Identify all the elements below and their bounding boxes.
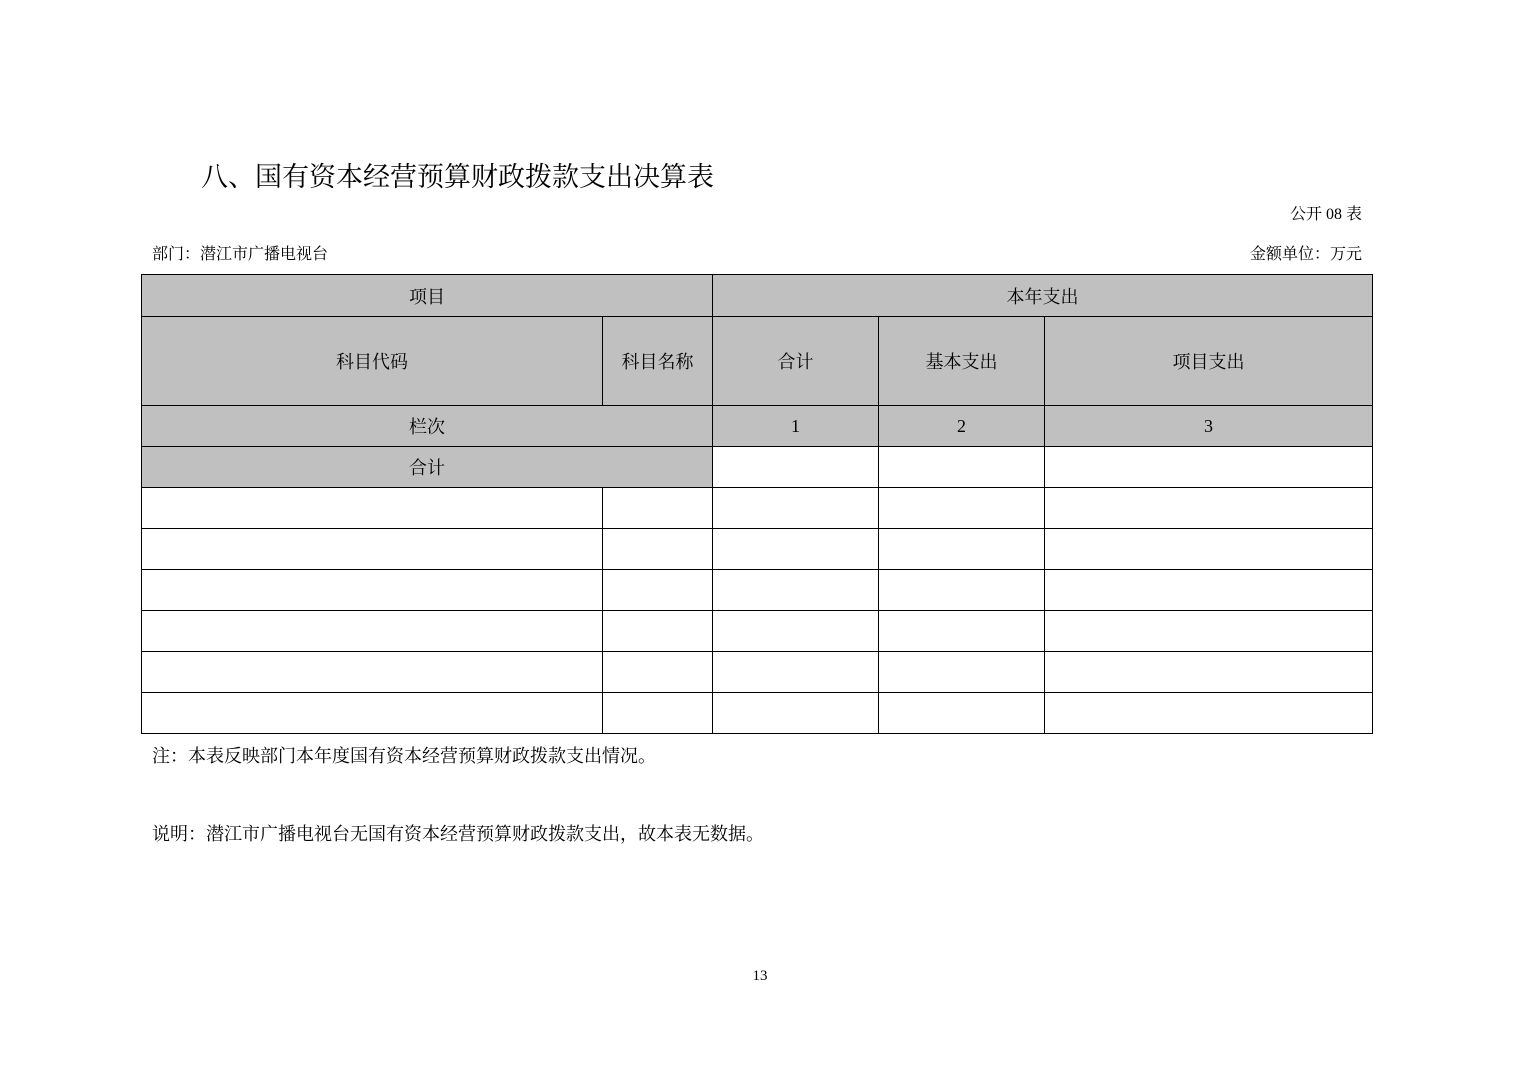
row-basic-expenditure bbox=[879, 693, 1045, 734]
row-total bbox=[713, 611, 879, 652]
column-index-3: 3 bbox=[1045, 406, 1373, 447]
row-basic-expenditure bbox=[879, 611, 1045, 652]
row-total bbox=[713, 652, 879, 693]
table-note: 注：本表反映部门本年度国有资本经营预算财政拨款支出情况。 bbox=[152, 746, 656, 766]
column-index-2: 2 bbox=[879, 406, 1045, 447]
column-header-subject-name: 科目名称 bbox=[603, 317, 713, 406]
row-subject-name bbox=[603, 570, 713, 611]
form-number: 公开 08 表 bbox=[1289, 206, 1362, 223]
row-subject-name bbox=[603, 611, 713, 652]
budget-table bbox=[141, 274, 1373, 734]
row-subject-name bbox=[603, 693, 713, 734]
column-header-project-expenditure: 项目支出 bbox=[1045, 317, 1373, 406]
header-item: 项目 bbox=[142, 275, 713, 317]
column-header-basic-expenditure: 基本支出 bbox=[879, 317, 1045, 406]
header-row-top bbox=[142, 275, 1373, 317]
row-total bbox=[713, 693, 879, 734]
row-subject-name bbox=[603, 529, 713, 570]
column-index-label: 栏次 bbox=[142, 406, 713, 447]
header-row-columns bbox=[142, 317, 1373, 406]
total-row bbox=[142, 447, 1373, 488]
table-row bbox=[142, 611, 1373, 652]
column-header-total: 合计 bbox=[713, 317, 879, 406]
document-title: 八、国有资本经营预算财政拨款支出决算表 bbox=[201, 162, 714, 193]
row-total bbox=[713, 529, 879, 570]
row-project-expenditure bbox=[1045, 570, 1373, 611]
table-row bbox=[142, 488, 1373, 529]
row-subject-name bbox=[603, 652, 713, 693]
table-row bbox=[142, 529, 1373, 570]
header-current-year-expenditure: 本年支出 bbox=[713, 275, 1373, 317]
row-basic-expenditure bbox=[879, 570, 1045, 611]
column-index-row bbox=[142, 406, 1373, 447]
column-index-1: 1 bbox=[713, 406, 879, 447]
row-basic-expenditure bbox=[879, 488, 1045, 529]
total-row-basic-value bbox=[879, 447, 1045, 488]
row-basic-expenditure bbox=[879, 529, 1045, 570]
row-total bbox=[713, 488, 879, 529]
row-total bbox=[713, 570, 879, 611]
column-header-subject-code: 科目代码 bbox=[142, 317, 603, 406]
total-row-project-value bbox=[1045, 447, 1373, 488]
total-row-total-value bbox=[713, 447, 879, 488]
row-project-expenditure bbox=[1045, 488, 1373, 529]
row-project-expenditure bbox=[1045, 611, 1373, 652]
table-row bbox=[142, 693, 1373, 734]
table-explanation: 说明：潜江市广播电视台无国有资本经营预算财政拨款支出，故本表无数据。 bbox=[152, 824, 764, 844]
department-label: 部门：潜江市广播电视台 bbox=[152, 246, 329, 263]
table-row bbox=[142, 652, 1373, 693]
table-row bbox=[142, 570, 1373, 611]
row-subject-code bbox=[142, 488, 603, 529]
row-project-expenditure bbox=[1045, 693, 1373, 734]
page-number: 13 bbox=[752, 968, 768, 984]
amount-unit-label: 金额单位：万元 bbox=[1249, 246, 1362, 263]
row-subject-code bbox=[142, 611, 603, 652]
row-subject-code bbox=[142, 693, 603, 734]
row-subject-code bbox=[142, 529, 603, 570]
row-project-expenditure bbox=[1045, 652, 1373, 693]
row-subject-code bbox=[142, 570, 603, 611]
total-row-label: 合计 bbox=[142, 447, 713, 488]
row-subject-name bbox=[603, 488, 713, 529]
row-project-expenditure bbox=[1045, 529, 1373, 570]
row-basic-expenditure bbox=[879, 652, 1045, 693]
row-subject-code bbox=[142, 652, 603, 693]
